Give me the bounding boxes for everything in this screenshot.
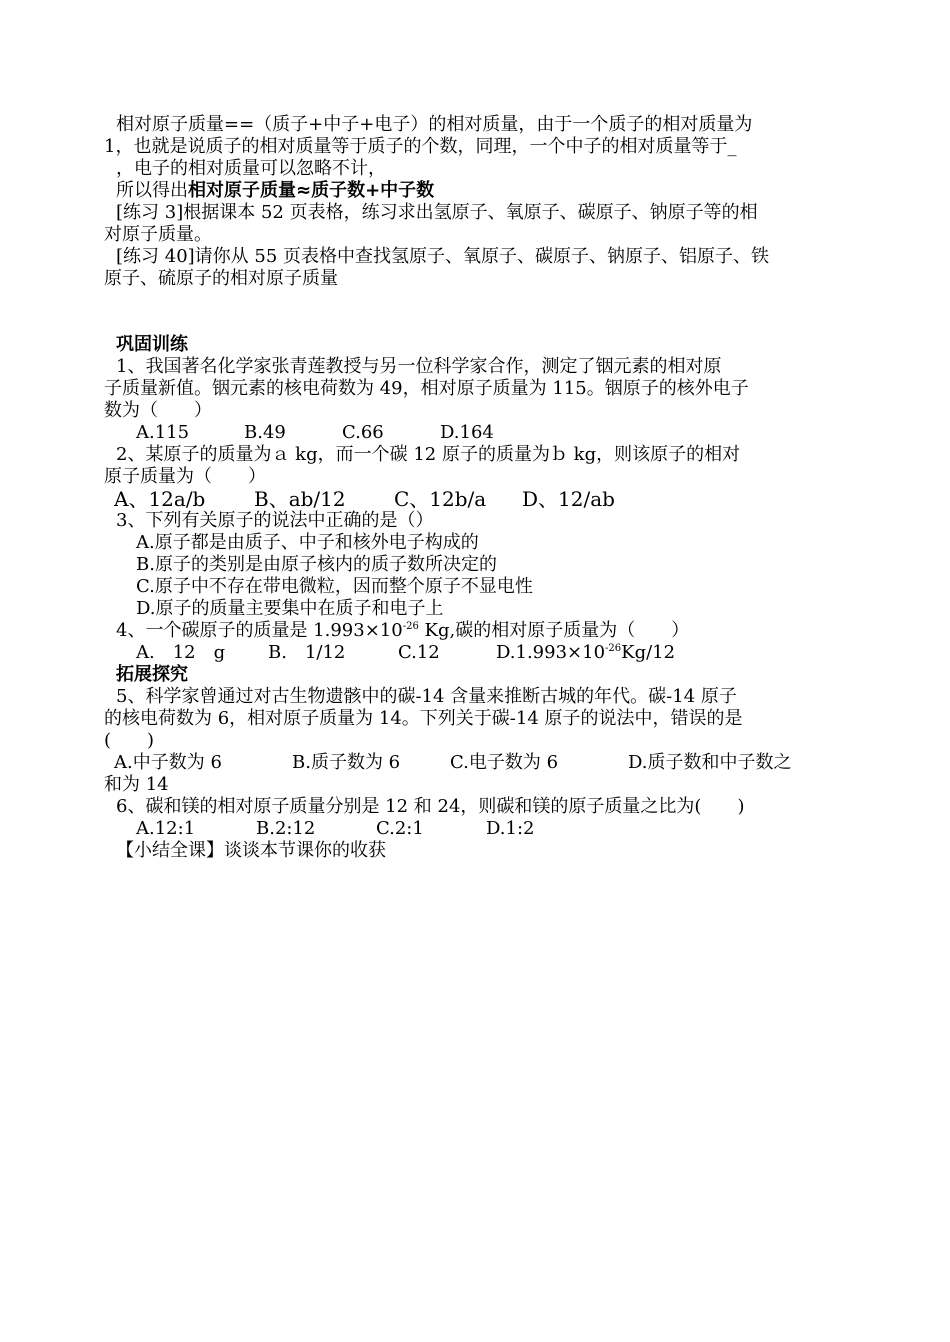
q2-option-a: A、12a/b bbox=[114, 488, 206, 510]
q2-option-b: B、ab/12 bbox=[254, 488, 346, 510]
exercise3-line-1: [练习 3]根据课本 52 页表格，练习求出氢原子、氧原子、碳原子、钠原子等的相 bbox=[116, 202, 758, 223]
conclusion-line bbox=[104, 180, 850, 202]
q3-stem: 3、下列有关原子的说法中正确的是（） bbox=[116, 510, 434, 531]
q5-option-b: B.质子数为 6 bbox=[292, 752, 401, 773]
q4-option-c: C.12 bbox=[398, 642, 440, 663]
exercise40-line-1: [练习 40]请你从 55 页表格中查找氢原子、氧原子、碳原子、钠原子、铝原子、铁 bbox=[116, 246, 770, 267]
q4-stem bbox=[104, 620, 850, 642]
intro-line-1: 相对原子质量==（质子+中子+电子）的相对质量，由于一个质子的相对质量为 bbox=[116, 114, 753, 135]
q2-options bbox=[104, 488, 850, 510]
q2-option-d: D、12/ab bbox=[522, 488, 615, 510]
q4-option-d bbox=[496, 642, 675, 664]
q3-option-c: C.原子中不存在带电微粒，因而整个原子不显电性 bbox=[136, 576, 533, 597]
lesson-summary: 【小结全课】谈谈本节课你的收获 bbox=[116, 840, 386, 861]
q1-line-3: 数为（ ） bbox=[104, 400, 212, 421]
spacer bbox=[104, 290, 850, 334]
q1-option-d: D.164 bbox=[440, 422, 494, 443]
q2-line-2: 原子质量为（ ） bbox=[104, 466, 266, 487]
q5-line-5: 和为 14 bbox=[104, 774, 169, 795]
exercise40-line-2: 原子、硫原子的相对原子质量 bbox=[104, 268, 338, 289]
worksheet-content bbox=[104, 114, 850, 862]
conclusion-prefix: 所以得出 bbox=[116, 180, 188, 201]
intro-line-3: ，电子的相对质量可以忽略不计， bbox=[116, 158, 386, 179]
q5-option-d: D.质子数和中子数之 bbox=[628, 752, 792, 773]
q4-stem-part-b: Kg,碳的相对原子质量为（ ） bbox=[418, 620, 690, 641]
q6-option-a: A.12:1 bbox=[136, 818, 196, 839]
q4-option-b: B. 1/12 bbox=[268, 642, 346, 663]
q5-line-3: ( ) bbox=[104, 730, 155, 751]
q1-option-b: B.49 bbox=[244, 422, 286, 443]
q3-option-d: D.原子的质量主要集中在质子和电子上 bbox=[136, 598, 444, 619]
q5-options bbox=[104, 752, 850, 774]
q1-line-1: 1、我国著名化学家张青莲教授与另一位科学家合作，测定了铟元素的相对原 bbox=[116, 356, 722, 377]
q6-option-b: B.2:12 bbox=[256, 818, 316, 839]
section-title-extension: 拓展探究 bbox=[116, 664, 188, 685]
section-title-consolidation: 巩固训练 bbox=[116, 334, 188, 355]
q1-option-a: A.115 bbox=[136, 422, 190, 443]
q4-stem-part-a: 4、一个碳原子的质量是 1.993×10 bbox=[116, 620, 403, 641]
exercise3-line-2: 对原子质量。 bbox=[104, 224, 212, 245]
q1-options bbox=[104, 422, 850, 444]
q2-option-c: C、12b/a bbox=[394, 488, 487, 510]
q1-line-2: 子质量新值。铟元素的核电荷数为 49，相对原子质量为 115。铟原子的核外电子 bbox=[104, 378, 749, 399]
q5-line-2: 的核电荷数为 6，相对原子质量为 14。下列关于碳-14 原子的说法中，错误的是 bbox=[104, 708, 743, 729]
q4-options bbox=[104, 642, 850, 664]
q2-line-1: 2、某原子的质量为ａ kg，而一个碳 12 原子的质量为ｂ kg，则该原子的相对 bbox=[116, 444, 741, 465]
q5-line-1: 5、科学家曾通过对古生物遗骸中的碳-14 含量来推断古城的年代。碳-14 原子 bbox=[116, 686, 737, 707]
intro-line-2: 1，也就是说质子的相对质量等于质子的个数，同理，一个中子的相对质量等于_ bbox=[104, 136, 737, 157]
q3-option-b: B.原子的类别是由原子核内的质子数所决定的 bbox=[136, 554, 497, 575]
q1-option-c: C.66 bbox=[342, 422, 384, 443]
q6-option-d: D.1:2 bbox=[486, 818, 535, 839]
q4-option-d-part-b: Kg/12 bbox=[621, 642, 676, 663]
q6-stem: 6、碳和镁的相对原子质量分别是 12 和 24，则碳和镁的原子质量之比为( ) bbox=[116, 796, 745, 817]
q6-option-c: C.2:1 bbox=[376, 818, 424, 839]
q4-option-a: A. 12 g bbox=[136, 642, 226, 663]
q3-option-a: A.原子都是由质子、中子和核外电子构成的 bbox=[136, 532, 479, 553]
q6-options bbox=[104, 818, 850, 840]
q4-option-d-part-a: D.1.993×10 bbox=[496, 642, 606, 663]
q4-stem-exponent: -26 bbox=[402, 621, 419, 632]
q4-option-d-exponent: -26 bbox=[605, 643, 622, 654]
q5-option-a: A.中子数为 6 bbox=[114, 752, 222, 773]
q5-option-c: C.电子数为 6 bbox=[450, 752, 559, 773]
conclusion-formula: 相对原子质量≈质子数+中子数 bbox=[188, 180, 435, 201]
